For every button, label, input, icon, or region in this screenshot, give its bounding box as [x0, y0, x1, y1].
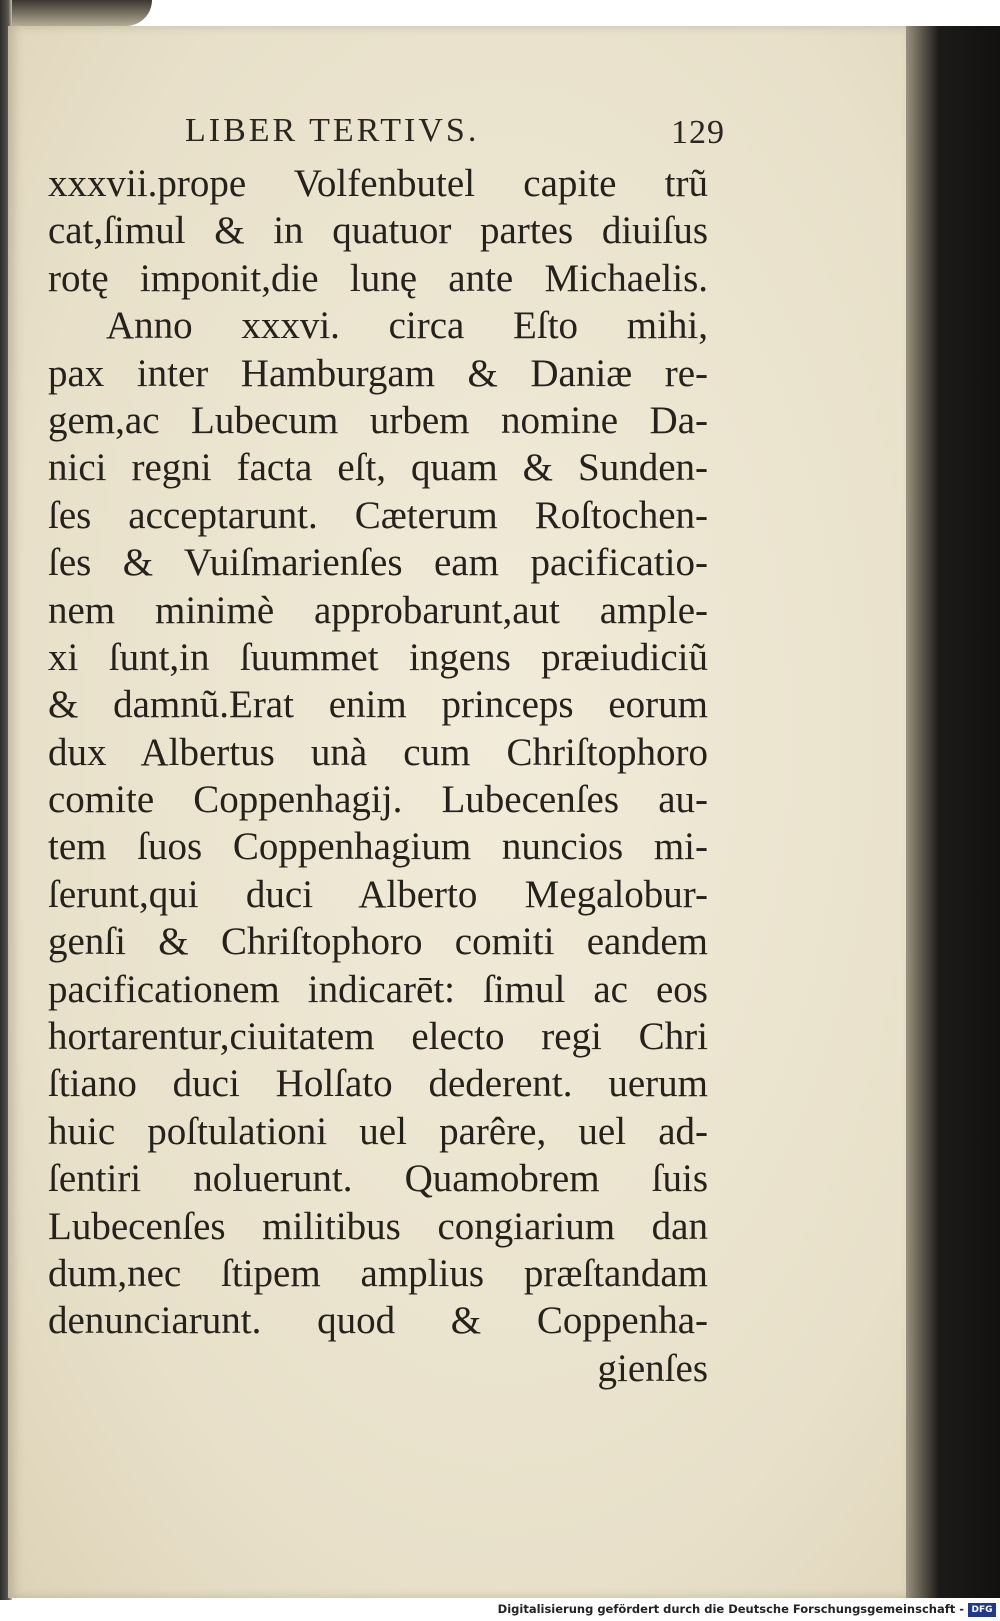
text-line: ſes acceptarunt. Cæterum Roſtochen- — [48, 493, 708, 537]
text-line: huic poſtulationi uel parêre, uel ad- — [48, 1109, 708, 1153]
text-line: & damnũ.Erat enim princeps eorum — [48, 683, 708, 727]
text-line: genſi & Chriſtophoro comiti eandem — [48, 920, 708, 964]
text-line: gem,ac Lubecum urbem nomine Da- — [48, 398, 708, 442]
text-line: xi ſunt,in ſuummet ingens præiudiciũ — [48, 635, 708, 679]
text-line: rotę imponit,die lunę ante Michaelis. — [48, 256, 708, 300]
text-line: Lubecenſes militibus congiarium dan — [48, 1204, 708, 1248]
text-line: pax inter Hamburgam & Daniæ re- — [48, 351, 708, 395]
text-line: ſerunt,qui duci Alberto Megalobur- — [48, 872, 708, 916]
text-line: dux Albertus unà cum Chriſtophoro — [48, 730, 708, 774]
text-line: dum,nec ſtipem amplius præſtandam — [48, 1251, 708, 1295]
running-title: LIBER TERTIVS. — [185, 112, 480, 149]
text-line: denunciarunt. quod & Coppenha- — [48, 1299, 708, 1343]
page-number: 129 — [671, 114, 725, 151]
catchword: gienſes — [597, 1346, 708, 1390]
text-line: ſes & Vuiſmarienſes eam pacificatio- — [48, 541, 708, 585]
text-line: comite Coppenhagij. Lubecenſes au- — [48, 778, 708, 822]
text-line: pacificationem indicarēt: ſimul ac eos — [48, 967, 708, 1011]
book-cover-edge — [906, 26, 1000, 1598]
dfg-logo-icon: DFG — [968, 1603, 996, 1617]
body-text — [48, 160, 708, 1392]
text-line: ſentiri noluerunt. Quamobrem ſuis — [48, 1157, 708, 1201]
text-line: xxxvii.prope Volfenbutel capite trũ — [48, 162, 708, 205]
text-line: tem ſuos Coppenhagium nuncios mi- — [48, 825, 708, 869]
text-line: nici regni facta eſt, quam & Sunden- — [48, 446, 708, 490]
text-line: Anno xxxvi. circa Eſto mihi, — [106, 304, 708, 348]
text-line: nem minimè approbarunt,aut ample- — [48, 588, 708, 632]
digitization-footer — [0, 1600, 1000, 1621]
page-header — [185, 112, 725, 158]
text-line: ſtiano duci Holſato dederent. uerum — [48, 1062, 708, 1106]
binding-shadow — [12, 0, 152, 26]
funding-note: Digitalisierung gefördert durch die Deutsche Forschungsgemeinschaft - — [497, 1602, 964, 1616]
text-line: cat,ſimul & in quatuor partes diuiſus — [48, 209, 708, 253]
text-line: hortarentur,ciuitatem electo regi Chri — [48, 1015, 708, 1059]
